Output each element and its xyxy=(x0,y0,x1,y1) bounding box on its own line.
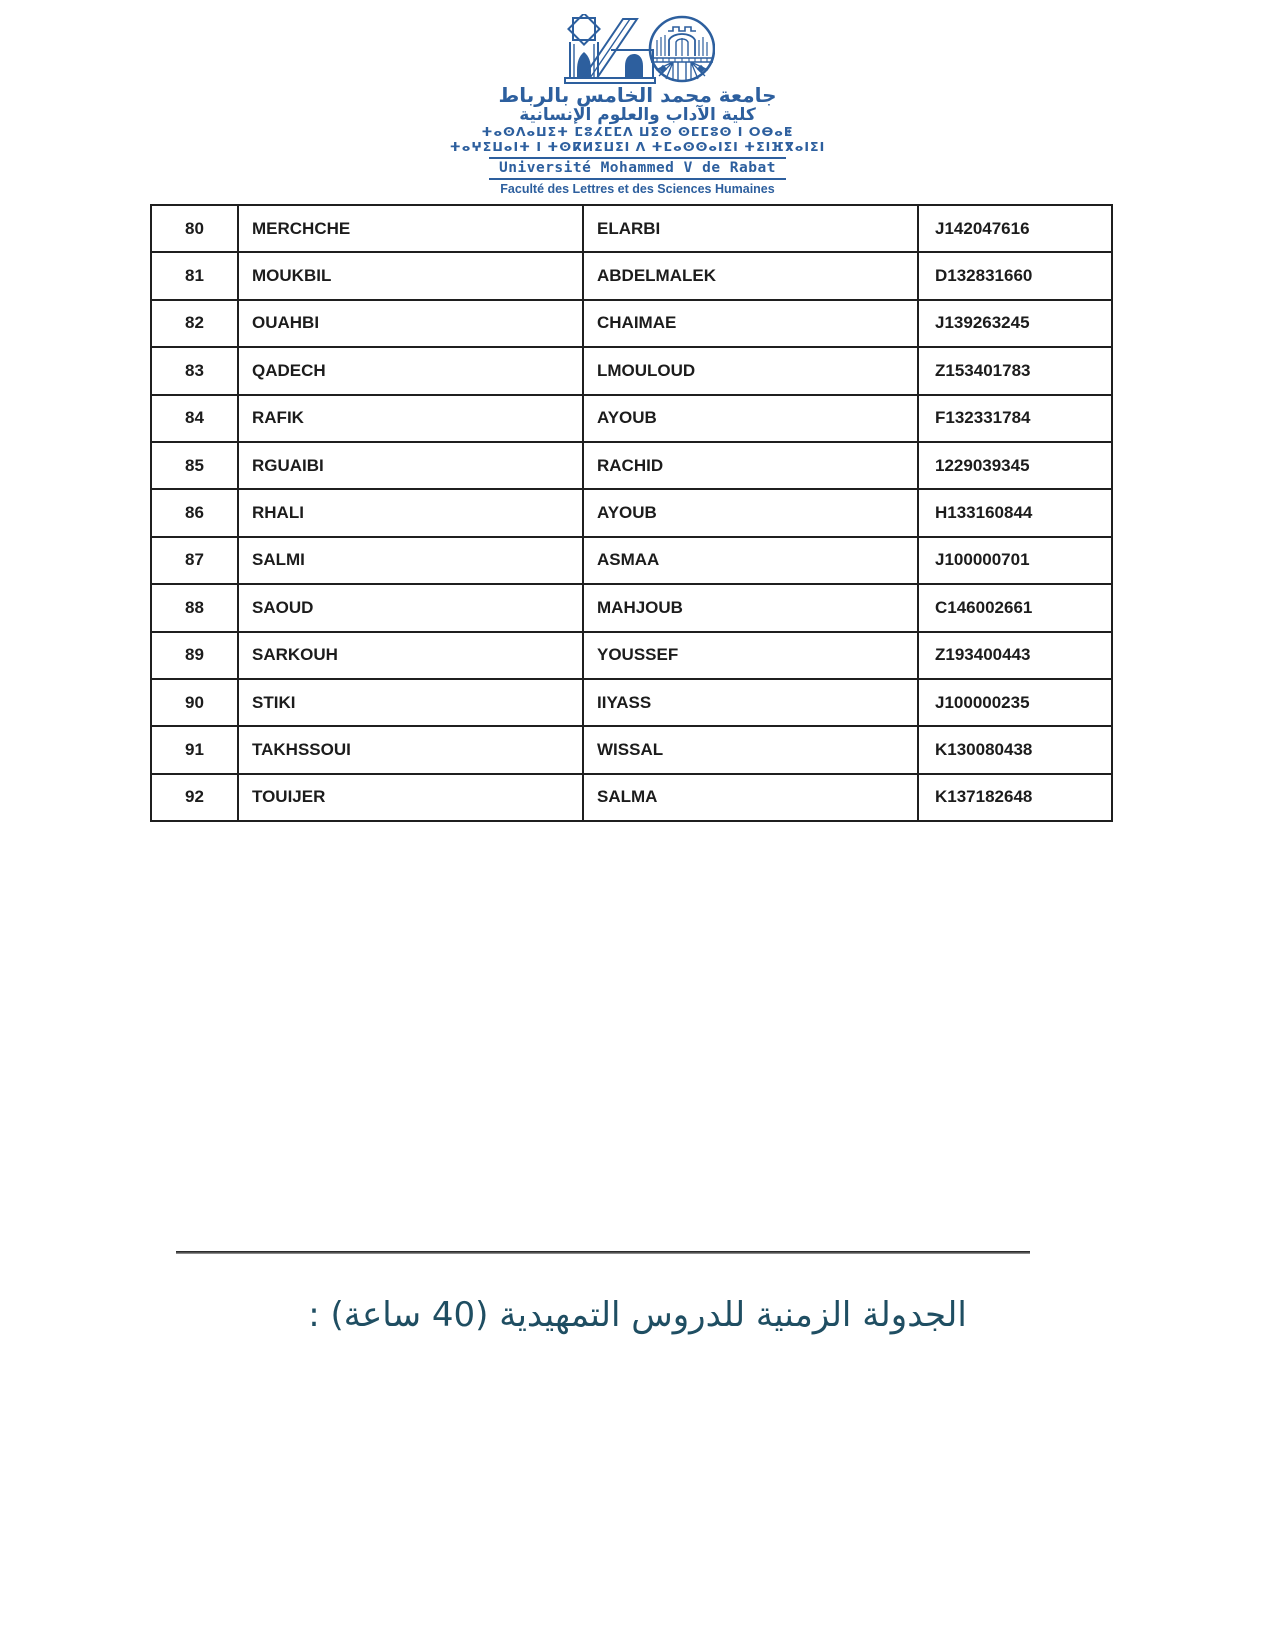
table-row xyxy=(151,537,1112,584)
last-name-cell: OUAHBI xyxy=(238,300,583,347)
last-name-cell: TAKHSSOUI xyxy=(238,726,583,773)
first-name-cell: MAHJOUB xyxy=(583,584,918,631)
university-letterhead xyxy=(0,14,1275,196)
first-name-cell: IIYASS xyxy=(583,679,918,726)
table-row xyxy=(151,347,1112,394)
last-name-cell: TOUIJER xyxy=(238,774,583,821)
table-row xyxy=(151,442,1112,489)
university-logo-icon xyxy=(561,14,715,84)
id-number-cell: D132831660 xyxy=(918,252,1112,299)
first-name-cell: ELARBI xyxy=(583,205,918,252)
id-number-cell: J139263245 xyxy=(918,300,1112,347)
id-number-cell: C146002661 xyxy=(918,584,1112,631)
last-name-cell: QADECH xyxy=(238,347,583,394)
id-number-cell: F132331784 xyxy=(918,395,1112,442)
id-number-cell: J100000235 xyxy=(918,679,1112,726)
id-number-cell: J100000701 xyxy=(918,537,1112,584)
table-row xyxy=(151,395,1112,442)
first-name-cell: WISSAL xyxy=(583,726,918,773)
schedule-section-heading: الجدولة الزمنية للدروس التمهيدية (40 ساعة) : xyxy=(308,1295,967,1335)
id-number-cell: Z193400443 xyxy=(918,632,1112,679)
row-number: 86 xyxy=(151,489,238,536)
row-number: 82 xyxy=(151,300,238,347)
last-name-cell: SAOUD xyxy=(238,584,583,631)
id-number-cell: K137182648 xyxy=(918,774,1112,821)
table-row xyxy=(151,679,1112,726)
faculty-name-arabic: كلية الآداب والعلوم الإنسانية xyxy=(519,105,756,125)
university-name-french: Université Mohammed V de Rabat xyxy=(489,157,786,180)
faculty-name-french: Faculté des Lettres et des Sciences Humaines xyxy=(500,182,775,196)
row-number: 91 xyxy=(151,726,238,773)
table-row xyxy=(151,726,1112,773)
table-row xyxy=(151,489,1112,536)
first-name-cell: LMOULOUD xyxy=(583,347,918,394)
first-name-cell: SALMA xyxy=(583,774,918,821)
last-name-cell: RHALI xyxy=(238,489,583,536)
table-row xyxy=(151,300,1112,347)
row-number: 89 xyxy=(151,632,238,679)
row-number: 83 xyxy=(151,347,238,394)
row-number: 92 xyxy=(151,774,238,821)
section-divider xyxy=(176,1251,1030,1254)
table-row xyxy=(151,252,1112,299)
id-number-cell: J142047616 xyxy=(918,205,1112,252)
row-number: 90 xyxy=(151,679,238,726)
arch-star-emblem xyxy=(565,14,655,83)
university-name-arabic: جامعة محمد الخامس بالرباط xyxy=(498,83,777,107)
first-name-cell: YOUSSEF xyxy=(583,632,918,679)
id-number-cell: 1229039345 xyxy=(918,442,1112,489)
id-number-cell: H133160844 xyxy=(918,489,1112,536)
last-name-cell: MOUKBIL xyxy=(238,252,583,299)
faculty-name-tifinagh: ⵜⴰⵖⵉⵡⴰⵏⵜ ⵏ ⵜⵙⴽⵍⵉⵡⵉⵏ ⴷ ⵜⵎⴰⵙⵙⴰⵏⵉⵏ ⵜⵉⵏⴼⴳⴰⵏⵉⵏ xyxy=(449,138,826,154)
gate-seal-emblem xyxy=(650,17,714,81)
last-name-cell: SALMI xyxy=(238,537,583,584)
last-name-cell: SARKOUH xyxy=(238,632,583,679)
first-name-cell: AYOUB xyxy=(583,489,918,536)
id-number-cell: K130080438 xyxy=(918,726,1112,773)
first-name-cell: AYOUB xyxy=(583,395,918,442)
first-name-cell: CHAIMAE xyxy=(583,300,918,347)
first-name-cell: ASMAA xyxy=(583,537,918,584)
university-name-tifinagh: ⵜⴰⵙⴷⴰⵡⵉⵜ ⵎⵓⵃⵎⵎⴷ ⵡⵉⵙ ⵙⵎⵎⵓⵙ ⵏ ⵔⴱⴰⵟ xyxy=(481,124,794,139)
id-number-cell: Z153401783 xyxy=(918,347,1112,394)
row-number: 85 xyxy=(151,442,238,489)
first-name-cell: ABDELMALEK xyxy=(583,252,918,299)
last-name-cell: STIKI xyxy=(238,679,583,726)
last-name-cell: RAFIK xyxy=(238,395,583,442)
row-number: 87 xyxy=(151,537,238,584)
table-row xyxy=(151,584,1112,631)
row-number: 80 xyxy=(151,205,238,252)
student-roster-table xyxy=(150,204,1113,822)
row-number: 81 xyxy=(151,252,238,299)
last-name-cell: RGUAIBI xyxy=(238,442,583,489)
table-row xyxy=(151,632,1112,679)
last-name-cell: MERCHCHE xyxy=(238,205,583,252)
row-number: 84 xyxy=(151,395,238,442)
table-row xyxy=(151,205,1112,252)
first-name-cell: RACHID xyxy=(583,442,918,489)
table-row xyxy=(151,774,1112,821)
row-number: 88 xyxy=(151,584,238,631)
